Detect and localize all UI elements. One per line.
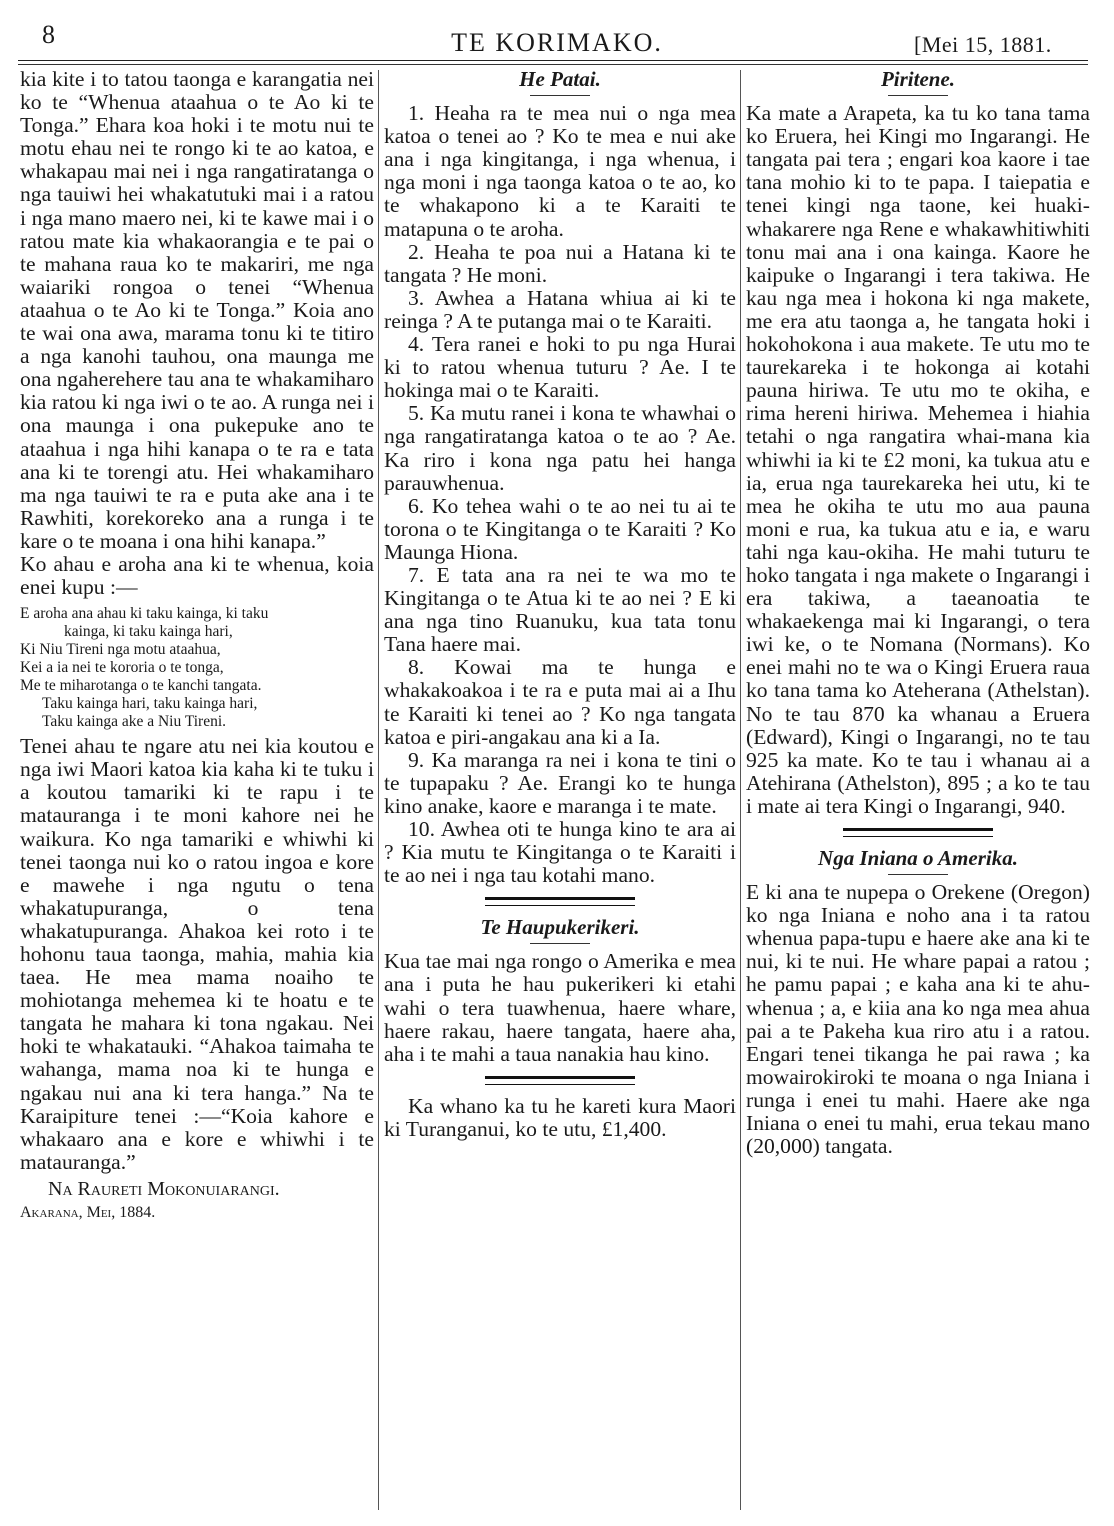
author-signature: Na Raureti Mokonuiarangi.	[48, 1177, 280, 1200]
poem-line: E aroha ana ahau ki taku kainga, ki taku	[20, 605, 269, 623]
section-title-piritene: Piritene.	[880, 67, 956, 91]
article-paragraph: Ka whano ka tu he kareti kura Maori ki Turanganui, ko te utu, £1,400.	[384, 1093, 736, 1141]
article-paragraph: E ki ana te nupepa o Orekene (Oregon) ko nga Iniana e noho ana i ta ratou whenua papa-tupu e haere ake ana ki te nui, ki te nui. He whare papai a ratou ; he pamu papai ; e kaha ana ki te ahu-whenua ; a, e kiia ana ko nga mea ahua pai a te Pakeha kua riro atu i a ratou. Engari tenei tikanga he pai rawa ; ka mowairokiroki te moana o nga Iniana i runga i enei tu mahi. Haere ake nga Iniana o enei tu mahi, erua tekau mano (20,000) tangata.	[746, 880, 1090, 1159]
article-paragraph: Ka mate a Arapeta, ka tu ko tana tama ko Eruera, hei Kingi mo Ingarangi. He tangata pai tera ; engari koa kaore i tae tana mohio ki to te papa. I taiepatia e tenei kingi nga taone, kei huaki-whakarere nga Rene e whakawhitiwhiti tonu mai ana i ona kainga. Kaore he kaipuke o Ingarangi i tera takiwa. He kau nga mea i hokona ki nga makete, me era atu taonga a, he tangata hoki i hokohokona i aua makete. Te utu mo te taurekareka i te hokonga ai kotahi pauna hiriwa. Te utu mo te okiha, e rima hereni hiriwa. Mehemea i hiahia tetahi o nga rangatira whai-mana kia whiwhi ia ki te £2 moni, ka tukua atu e ia, erua nga taurekareka hei utu, ki te mea he okiha te utu mo aua pauna moni e rua, ka tukua atu e ia, e waru tahi nga kau-okiha. He mahi tuturu te hoko tangata i nga makete o Ingarangi i era takiwa, a taeanoatia te whakaekenga mai ki Ingarangi, o tera iwi ke, o te Nomana (Normans). Ko enei mahi no te wa o Kingi Eruera raua ko tana tama ko Ateherana (Athelstan). No te tau 870 ka whanau a Eruera (Edward), Kingi o Ingarangi, no te tau 925 ka mate. Ko te tau i whanau ai a Atehirana (Athelston), 895 ; a ko te tau i mate ai tera Kingi o Ingarangi, 940.	[746, 101, 1090, 818]
question-item: 3. Awhea a Hatana whiua ai ki te reinga ? A te putanga mai o te Karaiti.	[384, 285, 736, 333]
issue-date: [Mei 15, 1881.	[914, 32, 1052, 57]
article-paragraph: Tenei ahau te ngare atu nei kia koutou e nga iwi Maori katoa kia kaha ki te tuku i a koutou tamariki ki te rapu i te matauranga i te moni kahore nei he waikura. Ko nga tamariki e whiwhi ki tenei taonga nui ko o ratou ingoa e kore e mawehe i nga ngutu o tena whakatupuranga, o tena whakatupuranga. Ahakoa kei roto i te hohonu taua taonga, mahia, mahia kia taea. He mea mama noaiho te mohiotanga mehemea ki te hoatu e te tangata he mahara ki tona ngakau. Nei hoki te whakatauki. “Ahakoa taimaha te wahanga, mama noa ki te hunga e ngakau nui ana ki tera hanga.” Na te Karaipiture tenei :—“Koia kahore e whakaaro ana e kore e whiwhi i te matauranga.”	[20, 734, 374, 1174]
article-paragraph: kia kite i to tatou taonga e karangatia nei ko te “Whenua ataahua o te Ao ki te Tonga.” Ehara koa hoki i te motu nui te motu ehau nei te rongo ki te ao katoa, e whakapau mai nei i nga rangatiratanga o nga tauiwi hei whakatutuki mai i a ratou i nga mano maero nei, ki te kawe mai i o ratou mate kia whakaorangia e te pai o te mahana raua ko te makariri, me nga waiariki rongoa o tenei “Whenua ataahua o te Ao ki te Tonga.” Koia ano te wai ona awa, marama tonu ki te titiro a nga kanohi tauhou, ona maunga me ona ngaherehere tau ana te whakamiharo kia ratou ki nga iwi o te ao. A runga nei i ona maunga i ona pukepuke ano te ataahua i nga hihi kanapa o te ra e tata ana ki te torengi atu. Hei whakamiharo ma nga tauiwi te ra e puta ake ana i te Rawhiti, korekoreko ana a runga i te kare o te moana i ona hihi kanapa.”	[20, 67, 374, 553]
poem-line: Kei a ia nei te kororia o te tonga,	[20, 659, 224, 677]
section-divider	[843, 828, 993, 837]
column-left	[20, 68, 374, 1224]
section-title-haupukerikeri: Te Haupukerikeri.	[480, 915, 640, 940]
section-title-patai: He Patai.	[519, 67, 601, 91]
page-number: 8	[42, 20, 55, 49]
place-date: Akarana, Mei, 1884.	[20, 1204, 156, 1222]
question-item: 8. Kowai ma te hunga e whakakoakoa i te ra e puta mai ai a Ihu te Karaiti ki tenei ao ? Ko nga tangata katoa e piri-angakau ana ki a Ia.	[384, 655, 736, 749]
section-title-iniana: Nga Iniana o Amerika.	[818, 846, 1018, 870]
question-item: 9. Ka maranga ra nei i kona te tini o te tupapaku ? Ae. Erangi ko te hunga kino anake, kaore e maranga i te mate.	[384, 747, 736, 818]
article-paragraph: Ko ahau e aroha ana ki te whenua, koia enei kupu :—	[20, 551, 374, 600]
section-divider	[485, 1076, 635, 1085]
column-middle	[384, 68, 736, 1141]
section-divider	[485, 897, 635, 906]
question-item: 1. Heaha ra te mea nui o nga mea katoa o tenei ao ? Ko te mea e nui ake ana i nga kingitanga, i nga whenua, i nga moni i nga taonga katoa o te ao, ko te whakapono ki a te Karaiti te matapuna o te aroha.	[384, 101, 736, 241]
title-rule	[530, 95, 590, 96]
poem-line: Me te miharotanga o te kanchi tangata.	[20, 677, 262, 695]
article-paragraph: Kua tae mai nga rongo o Amerika e mea ana i puta he hau pukerikeri ki etahi wahi o tera tuawhenua, haere whare, haere rakau, haere tangata, haere aha, aha i te mahi a taua nanakia hau kino.	[384, 949, 736, 1066]
question-item: 5. Ka mutu ranei i kona te whawhai o nga rangatiratanga katoa o te ao ? Ae. Ka riro i kona nga patu hei hanga parauwhenua.	[384, 401, 736, 495]
poem-line: kainga, ki taku kainga hari,	[64, 623, 233, 641]
question-item: 10. Awhea oti te hunga kino te ara ai ? Kia mutu te Kingitanga o te Karaiti i te ao nei i nga tau kotahi mano.	[384, 817, 736, 888]
poem-line: Ki Niu Tireni nga motu ataahua,	[20, 641, 221, 659]
header-rule-thin	[18, 64, 1088, 65]
title-rule	[530, 943, 590, 944]
question-item: 6. Ko tehea wahi o te ao nei tu ai te torona o te Kingitanga o te Karaiti ? Ko Maunga Hiona.	[384, 493, 736, 564]
column-right	[746, 68, 1090, 1158]
question-item: 2. Heaha te poa nui a Hatana ki te tangata ? He moni.	[384, 239, 736, 287]
header-rule	[18, 60, 1088, 61]
title-rule	[888, 874, 948, 875]
question-item: 4. Tera ranei e hoki to pu nga Hurai ki to ratou whenua tuturu ? Ae. I te hokinga mai o te Karaiti.	[384, 332, 736, 403]
newspaper-title: TE KORIMAKO.	[451, 28, 663, 57]
poem-line: Taku kainga hari, taku kainga hari,	[42, 695, 258, 713]
question-item: 7. E tata ana ra nei te wa mo te Kingitanga o te Atua ki te ao nei ? E ki ana nga tino Ruanuku, kua tata tonu Tana haere mai.	[384, 562, 736, 657]
poem	[20, 605, 374, 731]
poem-line: Taku kainga ake a Niu Tireni.	[42, 713, 227, 731]
page-header	[0, 14, 1114, 57]
title-rule	[888, 95, 948, 96]
column-divider	[378, 70, 379, 1510]
column-divider	[740, 70, 741, 1510]
